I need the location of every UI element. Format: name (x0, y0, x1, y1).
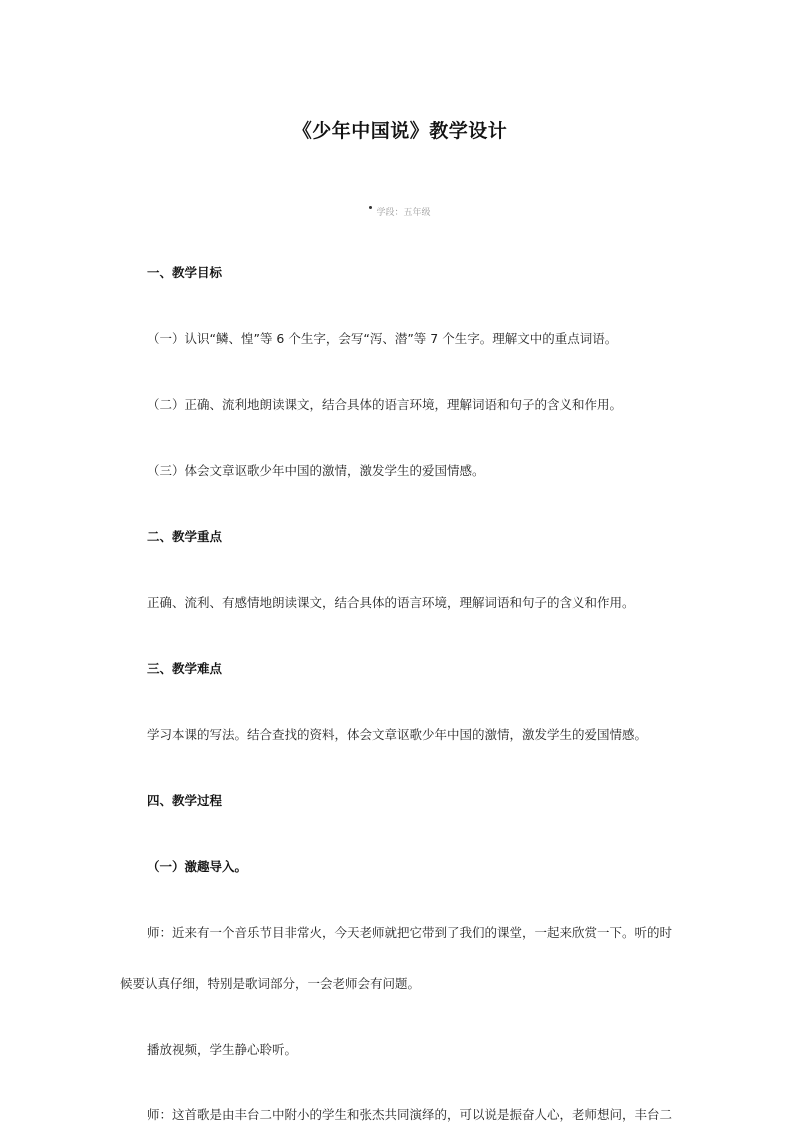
process-heading: 四、教学过程 (147, 793, 223, 808)
objective-2: （二）正确、流利地朗读课文，结合具体的语言环境，理解词语和句子的含义和作用。 (147, 397, 623, 412)
bullet-dot-icon (369, 206, 372, 209)
teacher-remark-2-line-1: 师：这首歌是由丰台二中附小的学生和张杰共同演绎的，可以说是振奋人心，老师想问，丰台二 (147, 1107, 673, 1122)
objective-3: （三）体会文章讴歌少年中国的激情，激发学生的爱国情感。 (147, 463, 485, 478)
teacher-remark-1-line-2: 候要认真仔细，特别是歌词部分，一会老师会有问题。 (120, 976, 421, 991)
document-title: 《少年中国说》教学设计 (292, 120, 508, 142)
key-points-heading: 二、教学重点 (147, 529, 223, 544)
objectives-heading: 一、教学目标 (147, 265, 223, 280)
video-instruction: 播放视频，学生静心聆听。 (147, 1042, 298, 1057)
key-points-text: 正确、流利、有感情地朗读课文，结合具体的语言环境，理解词语和句子的含义和作用。 (147, 595, 635, 610)
teacher-remark-1-line-1: 师：近来有一个音乐节目非常火，今天老师就把它带到了我们的课堂，一起来欣赏一下。听的时 (147, 925, 673, 940)
process-step-1-heading: （一）激趣导入。 (147, 859, 248, 874)
grade-level-meta (0, 205, 800, 218)
grade-level-text: 学段：五年级 (376, 208, 431, 218)
objective-1: （一）认识“鳞、惶”等 6 个生字，会写“泻、潜”等 7 个生字。理解文中的重点词语。 (147, 331, 618, 346)
difficulties-text: 学习本课的写法。结合查找的资料，体会文章讴歌少年中国的激情，激发学生的爱国情感。 (147, 727, 648, 742)
difficulties-heading: 三、教学难点 (147, 661, 223, 676)
